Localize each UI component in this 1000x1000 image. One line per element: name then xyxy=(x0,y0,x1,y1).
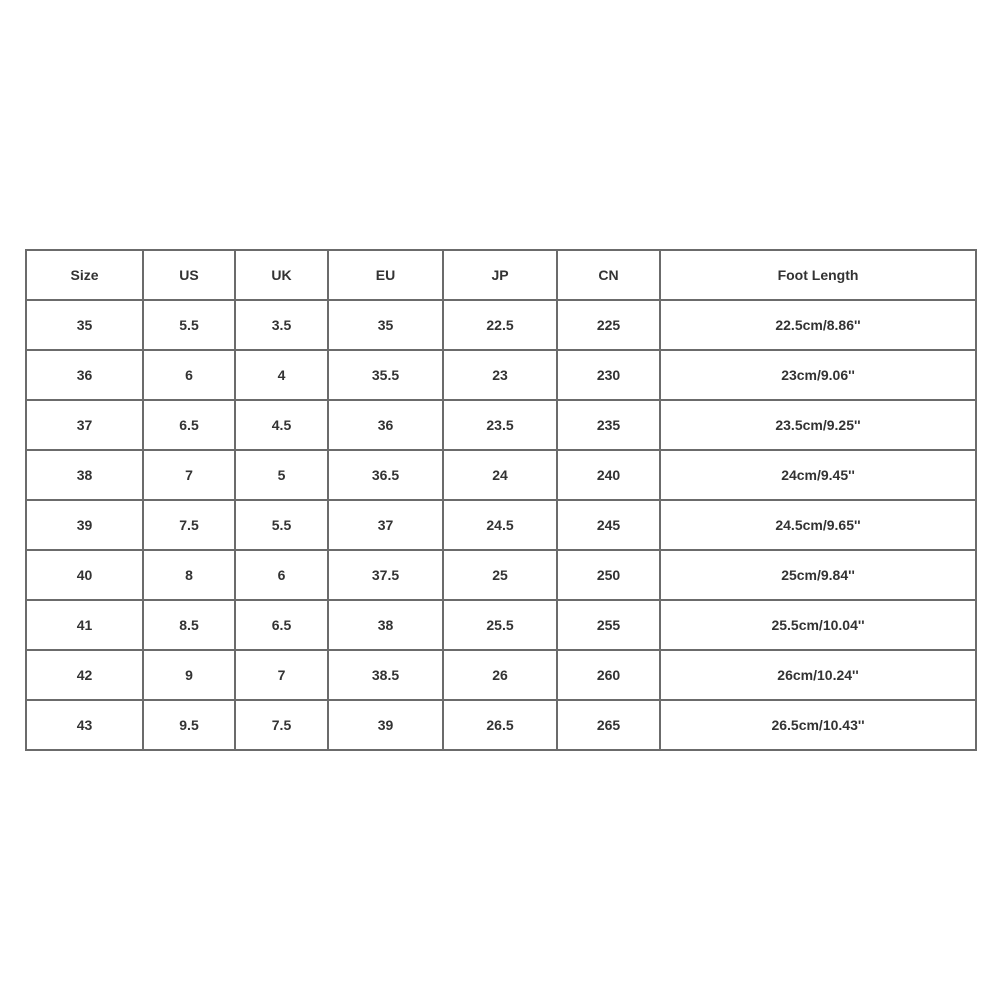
cell-cn: 250 xyxy=(557,550,660,600)
table-row xyxy=(26,350,976,400)
cell-cn: 235 xyxy=(557,400,660,450)
cell-jp: 24 xyxy=(443,450,557,500)
table-row xyxy=(26,450,976,500)
cell-us: 6.5 xyxy=(143,400,235,450)
cell-jp: 25 xyxy=(443,550,557,600)
table-row xyxy=(26,400,976,450)
header-jp: JP xyxy=(443,250,557,300)
header-uk: UK xyxy=(235,250,328,300)
cell-uk: 7 xyxy=(235,650,328,700)
cell-us: 9 xyxy=(143,650,235,700)
header-cn: CN xyxy=(557,250,660,300)
cell-foot-length: 25.5cm/10.04'' xyxy=(660,600,976,650)
cell-uk: 4 xyxy=(235,350,328,400)
cell-foot-length: 25cm/9.84'' xyxy=(660,550,976,600)
cell-foot-length: 24cm/9.45'' xyxy=(660,450,976,500)
cell-uk: 6 xyxy=(235,550,328,600)
cell-us: 8.5 xyxy=(143,600,235,650)
cell-size: 35 xyxy=(26,300,143,350)
cell-foot-length: 23.5cm/9.25'' xyxy=(660,400,976,450)
cell-jp: 22.5 xyxy=(443,300,557,350)
cell-uk: 6.5 xyxy=(235,600,328,650)
table-row xyxy=(26,600,976,650)
cell-size: 38 xyxy=(26,450,143,500)
cell-foot-length: 24.5cm/9.65'' xyxy=(660,500,976,550)
cell-uk: 5.5 xyxy=(235,500,328,550)
cell-us: 8 xyxy=(143,550,235,600)
cell-cn: 230 xyxy=(557,350,660,400)
cell-cn: 265 xyxy=(557,700,660,750)
cell-uk: 7.5 xyxy=(235,700,328,750)
cell-us: 5.5 xyxy=(143,300,235,350)
cell-foot-length: 26.5cm/10.43'' xyxy=(660,700,976,750)
cell-us: 6 xyxy=(143,350,235,400)
cell-eu: 37.5 xyxy=(328,550,443,600)
cell-cn: 255 xyxy=(557,600,660,650)
cell-foot-length: 22.5cm/8.86'' xyxy=(660,300,976,350)
cell-size: 39 xyxy=(26,500,143,550)
cell-us: 7 xyxy=(143,450,235,500)
header-foot-length: Foot Length xyxy=(660,250,976,300)
cell-uk: 4.5 xyxy=(235,400,328,450)
cell-eu: 38 xyxy=(328,600,443,650)
cell-eu: 36.5 xyxy=(328,450,443,500)
cell-size: 40 xyxy=(26,550,143,600)
cell-cn: 240 xyxy=(557,450,660,500)
cell-jp: 26.5 xyxy=(443,700,557,750)
cell-size: 37 xyxy=(26,400,143,450)
header-us: US xyxy=(143,250,235,300)
cell-jp: 23.5 xyxy=(443,400,557,450)
table-row xyxy=(26,550,976,600)
cell-size: 42 xyxy=(26,650,143,700)
header-eu: EU xyxy=(328,250,443,300)
cell-foot-length: 23cm/9.06'' xyxy=(660,350,976,400)
cell-jp: 23 xyxy=(443,350,557,400)
table-row xyxy=(26,700,976,750)
cell-size: 41 xyxy=(26,600,143,650)
cell-eu: 37 xyxy=(328,500,443,550)
cell-size: 36 xyxy=(26,350,143,400)
cell-eu: 38.5 xyxy=(328,650,443,700)
cell-us: 7.5 xyxy=(143,500,235,550)
header-size: Size xyxy=(26,250,143,300)
cell-eu: 35.5 xyxy=(328,350,443,400)
table-row xyxy=(26,300,976,350)
cell-cn: 245 xyxy=(557,500,660,550)
size-chart-table xyxy=(25,249,977,751)
cell-size: 43 xyxy=(26,700,143,750)
table-row xyxy=(26,500,976,550)
table-header-row xyxy=(26,250,976,300)
cell-uk: 5 xyxy=(235,450,328,500)
cell-us: 9.5 xyxy=(143,700,235,750)
cell-foot-length: 26cm/10.24'' xyxy=(660,650,976,700)
cell-cn: 225 xyxy=(557,300,660,350)
cell-cn: 260 xyxy=(557,650,660,700)
cell-uk: 3.5 xyxy=(235,300,328,350)
cell-jp: 24.5 xyxy=(443,500,557,550)
cell-eu: 36 xyxy=(328,400,443,450)
cell-eu: 35 xyxy=(328,300,443,350)
cell-eu: 39 xyxy=(328,700,443,750)
table-row xyxy=(26,650,976,700)
cell-jp: 25.5 xyxy=(443,600,557,650)
cell-jp: 26 xyxy=(443,650,557,700)
